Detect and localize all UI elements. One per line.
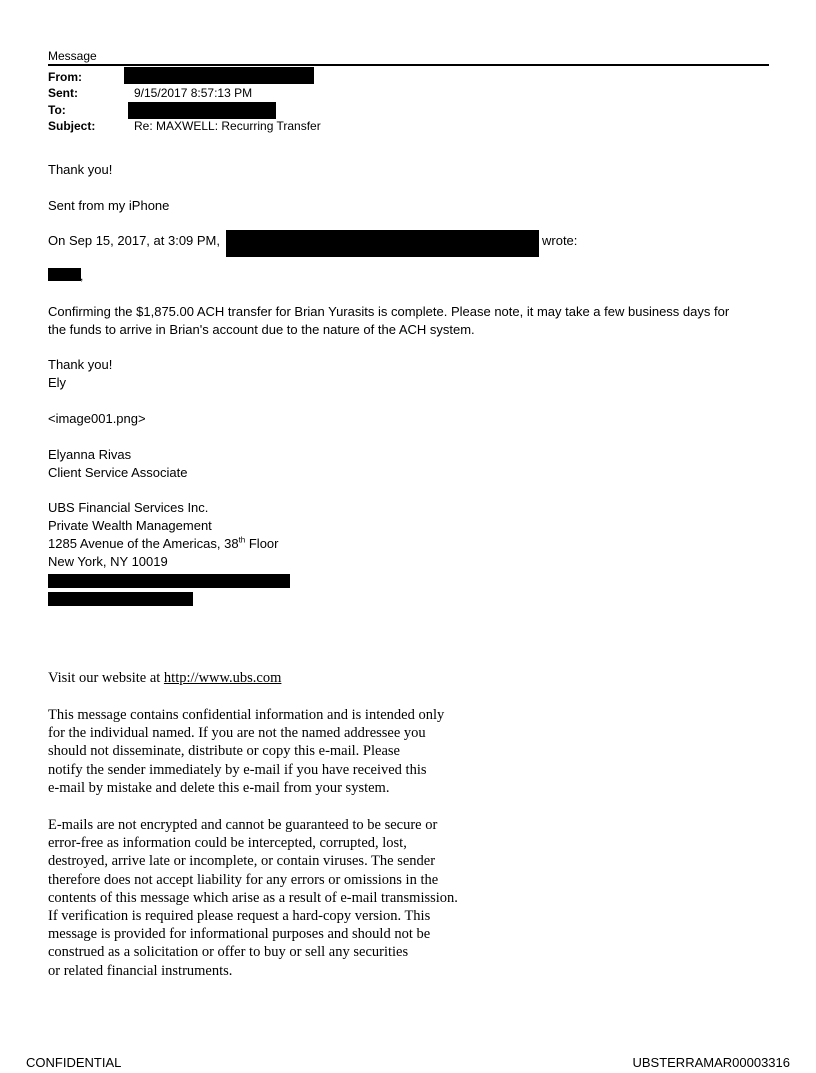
secure-line: If verification is required please request a hard-copy version. This [48, 908, 431, 925]
signature-title: Client Service Associate [48, 465, 188, 480]
quote-sender-redaction [226, 230, 539, 257]
subject-value: Re: MAXWELL: Recurring Transfer [134, 119, 321, 133]
to-redaction [128, 102, 276, 119]
signature-contact-redaction-1 [48, 574, 290, 588]
header-rule [48, 64, 769, 66]
secure-line: error-free as information could be intercepted, corrupted, lost, [48, 835, 407, 852]
from-label: From: [48, 70, 82, 84]
secure-line: construed as a solicitation or offer to buy or sell any securities [48, 944, 409, 961]
subject-label: Subject: [48, 119, 96, 133]
signature-name: Elyanna Rivas [48, 447, 132, 462]
address-floor: Floor [245, 536, 279, 551]
website-link[interactable]: http://www.ubs.com [163, 670, 282, 686]
secure-line: therefore does not accept liability for any errors or omissions in the [48, 871, 439, 888]
from-redaction [124, 67, 314, 84]
signature-address [48, 535, 278, 553]
sent-label: Sent: [48, 86, 78, 100]
secure-line: contents of this message which arise as a result of e-mail transmission. [48, 889, 458, 906]
secure-line: destroyed, arrive late or incomplete, or contain viruses. The sender [48, 853, 436, 870]
quoted-thanks: Thank you! [48, 357, 113, 372]
signature-contact-redaction-2 [48, 592, 193, 606]
quote-intro: On Sep 15, 2017, at 3:09 PM, [48, 233, 221, 248]
sent-value: 9/15/2017 8:57:13 PM [134, 86, 253, 100]
quote-wrote: wrote: [542, 233, 578, 248]
visit-text: Visit our website at [48, 670, 164, 686]
signature-city: New York, NY 10019 [48, 554, 168, 569]
confidentiality-notice [48, 706, 444, 797]
reply-sent-from: Sent from my iPhone [48, 198, 170, 213]
security-disclaimer [48, 816, 458, 980]
conf-line: This message contains confidential information and is intended only [48, 707, 445, 723]
secure-line: E-mails are not encrypted and cannot be guaranteed to be secure or [48, 817, 438, 833]
image-placeholder: <image001.png> [48, 411, 146, 426]
visit-website [48, 669, 281, 687]
conf-line: for the individual named. If you are not the named addressee you [48, 725, 426, 742]
greeting-comma: , [80, 269, 84, 283]
address-ordinal: th [238, 535, 246, 545]
conf-line: should not disseminate, distribute or copy this e-mail. Please [48, 743, 400, 760]
to-label: To: [48, 103, 66, 117]
confidential-stamp: CONFIDENTIAL [26, 1055, 122, 1070]
conf-line: e-mail by mistake and delete this e-mail from your system. [48, 779, 390, 796]
quoted-para-line-1: Confirming the $1,875.00 ACH transfer for Brian Yurasits is complete. Please note, it may take a few business days for [48, 304, 730, 319]
bates-number: UBSTERRAMAR00003316 [632, 1055, 790, 1070]
signature-division: Private Wealth Management [48, 518, 212, 533]
quoted-signoff: Ely [48, 375, 67, 390]
greeting-redaction [48, 268, 84, 283]
signature-company: UBS Financial Services Inc. [48, 500, 209, 515]
reply-thanks: Thank you! [48, 162, 113, 177]
secure-line: message is provided for informational purposes and should not be [48, 926, 431, 943]
secure-line: or related financial instruments. [48, 962, 233, 979]
address-street: 1285 Avenue of the Americas, 38 [48, 536, 239, 551]
message-label: Message [48, 49, 97, 63]
conf-line: notify the sender immediately by e-mail if you have received this [48, 761, 427, 778]
quoted-para-line-2: the funds to arrive in Brian's account due to the nature of the ACH system. [48, 322, 475, 337]
